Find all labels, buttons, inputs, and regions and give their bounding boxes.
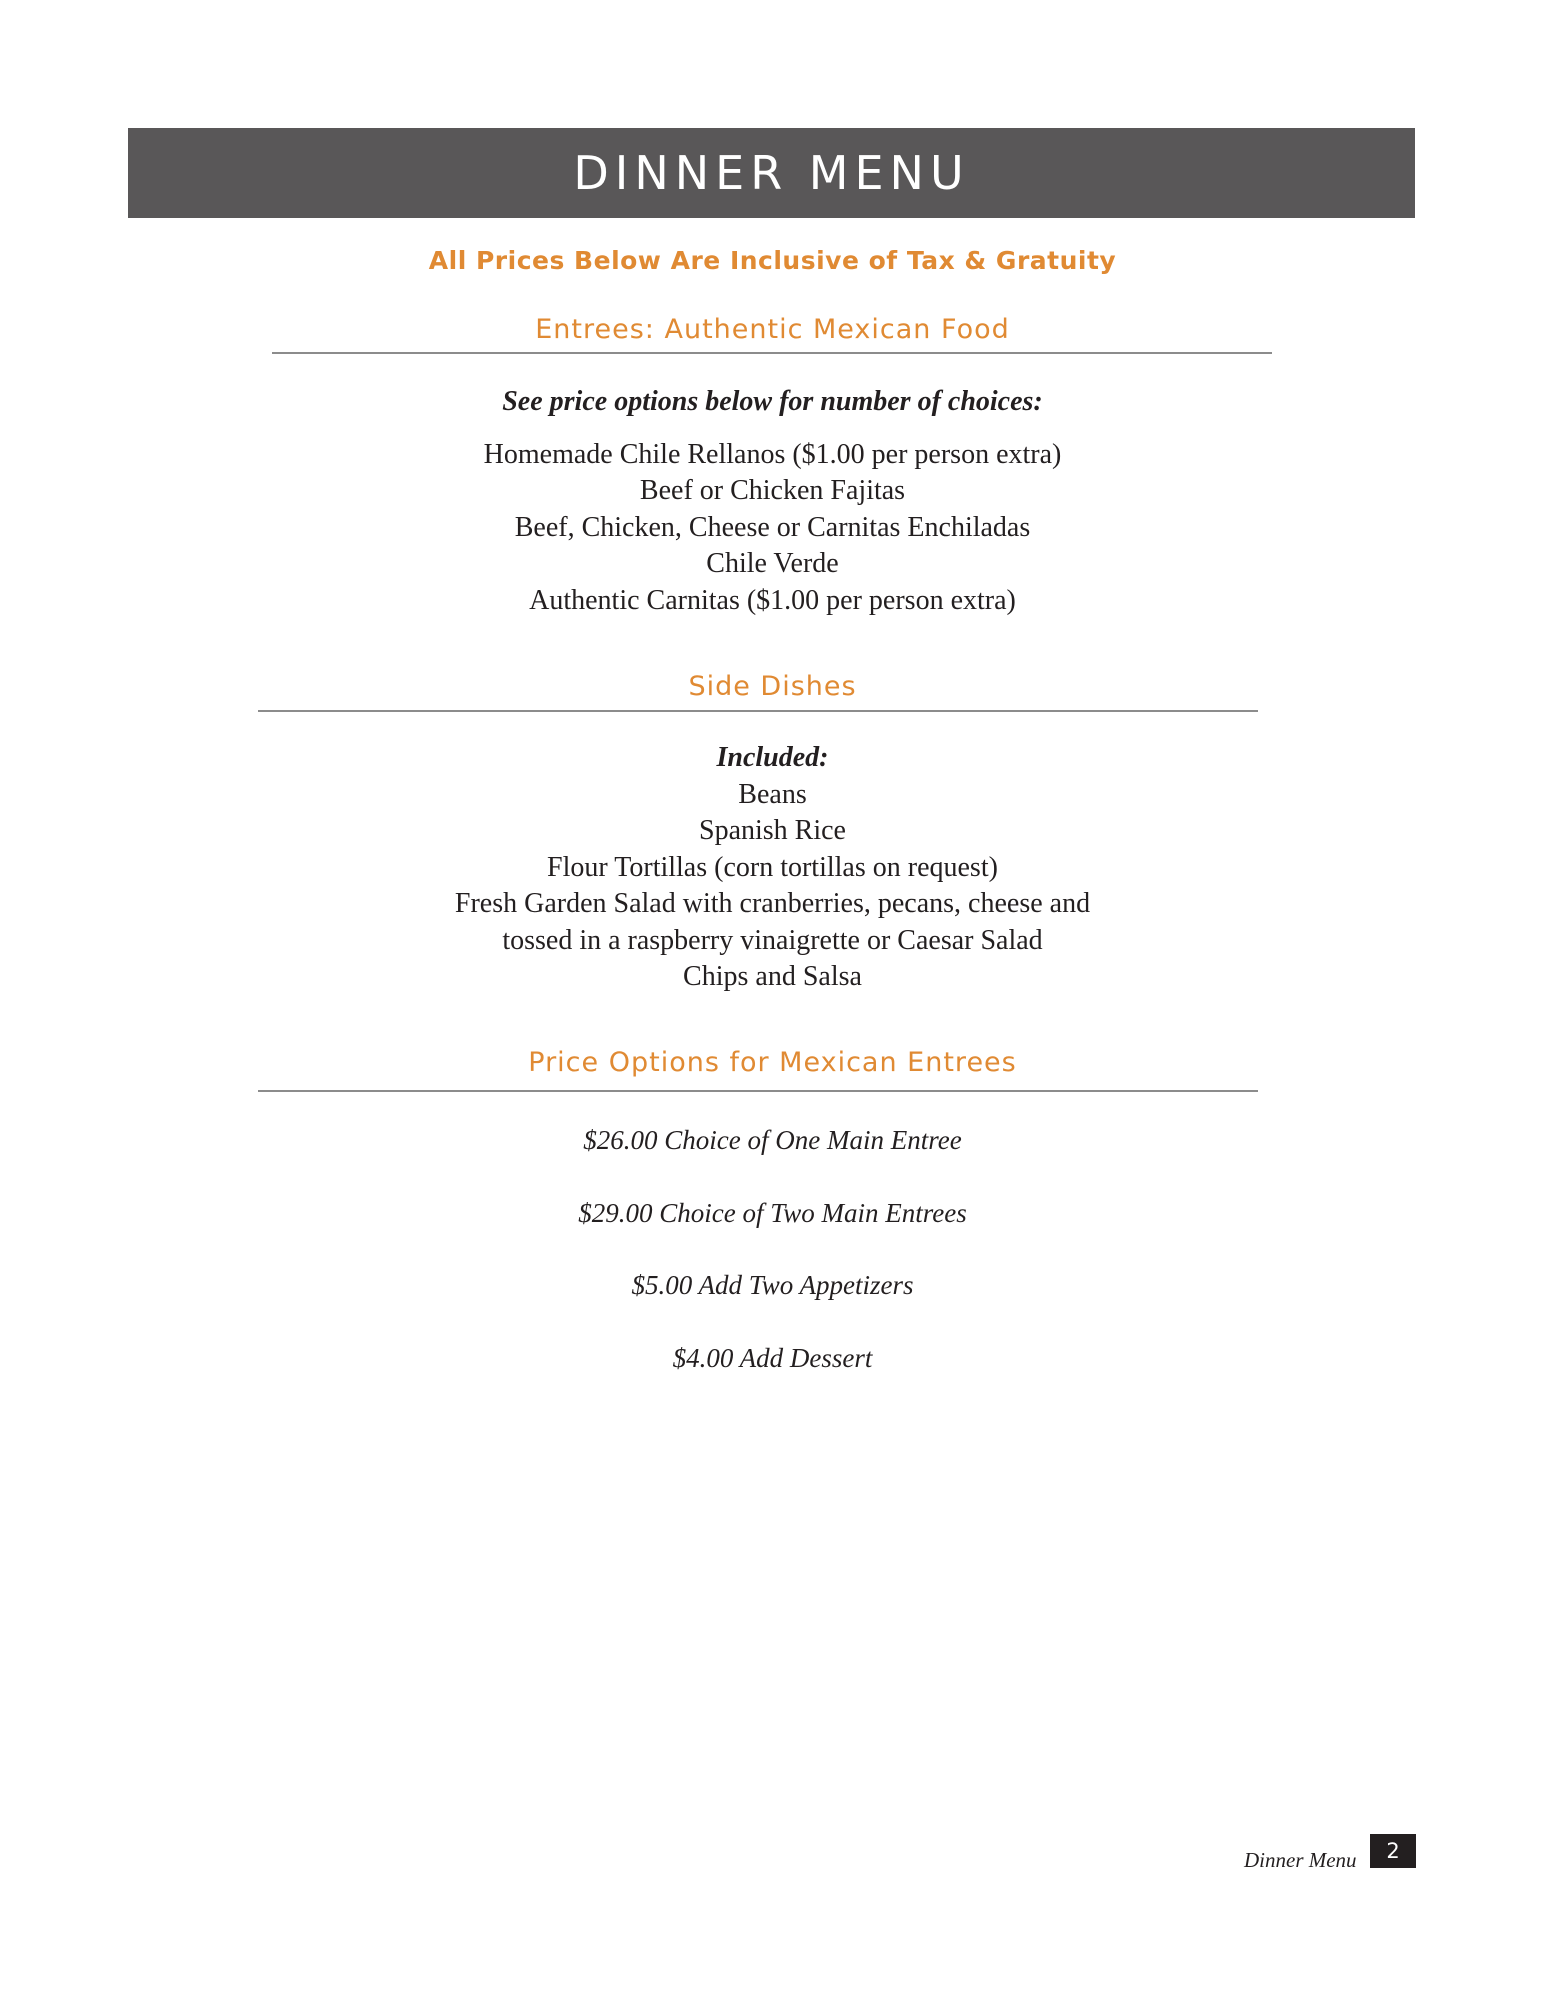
footer-label: Dinner Menu [1244, 1848, 1357, 1872]
entrees-list [0, 384, 1545, 619]
header-bar [128, 128, 1415, 218]
list-item: Spanish Rice [699, 815, 846, 846]
price-option: $26.00 Choice of One Main Entree [583, 1125, 962, 1155]
price-option: $4.00 Add Dessert [672, 1342, 873, 1373]
sides-intro: Included: [716, 742, 829, 773]
list-item: Beef or Chicken Fajitas [639, 475, 906, 506]
list-item: Authentic Carnitas ($1.00 per person extra) [529, 584, 1016, 616]
list-item: Beef, Chicken, Cheese or Carnitas Enchiladas [514, 511, 1031, 543]
sides-list [0, 740, 1545, 996]
prices-heading: Price Options for Mexican Entrees [528, 1047, 1017, 1078]
prices-list [0, 1122, 1545, 1412]
entrees-intro: See price options below for number of choices: [502, 386, 1043, 417]
list-item: Chips and Salsa [683, 961, 862, 992]
price-option: $5.00 Add Two Appetizers [631, 1270, 914, 1300]
entrees-heading: Entrees: Authentic Mexican Food [535, 314, 1010, 345]
list-item: Chile Verde [706, 548, 839, 579]
page-title: DINNER MENU [573, 146, 970, 200]
sides-divider [258, 710, 1258, 712]
tax-note: All Prices Below Are Inclusive of Tax & Gratuity [428, 246, 1117, 275]
page-number-badge: 2 [1370, 1834, 1416, 1868]
list-item: Fresh Garden Salad with cranberries, pecans, cheese and [454, 888, 1091, 919]
price-option: $29.00 Choice of Two Main Entrees [578, 1197, 967, 1228]
list-item: Beans [738, 778, 807, 810]
list-item: Flour Tortillas (corn tortillas on request) [547, 851, 998, 883]
sides-heading: Side Dishes [688, 671, 857, 702]
list-item: tossed in a raspberry vinaigrette or Caesar Salad [502, 924, 1043, 956]
entrees-divider [272, 352, 1272, 354]
list-item: Homemade Chile Rellanos ($1.00 per person extra) [483, 438, 1062, 470]
prices-divider [258, 1090, 1258, 1092]
